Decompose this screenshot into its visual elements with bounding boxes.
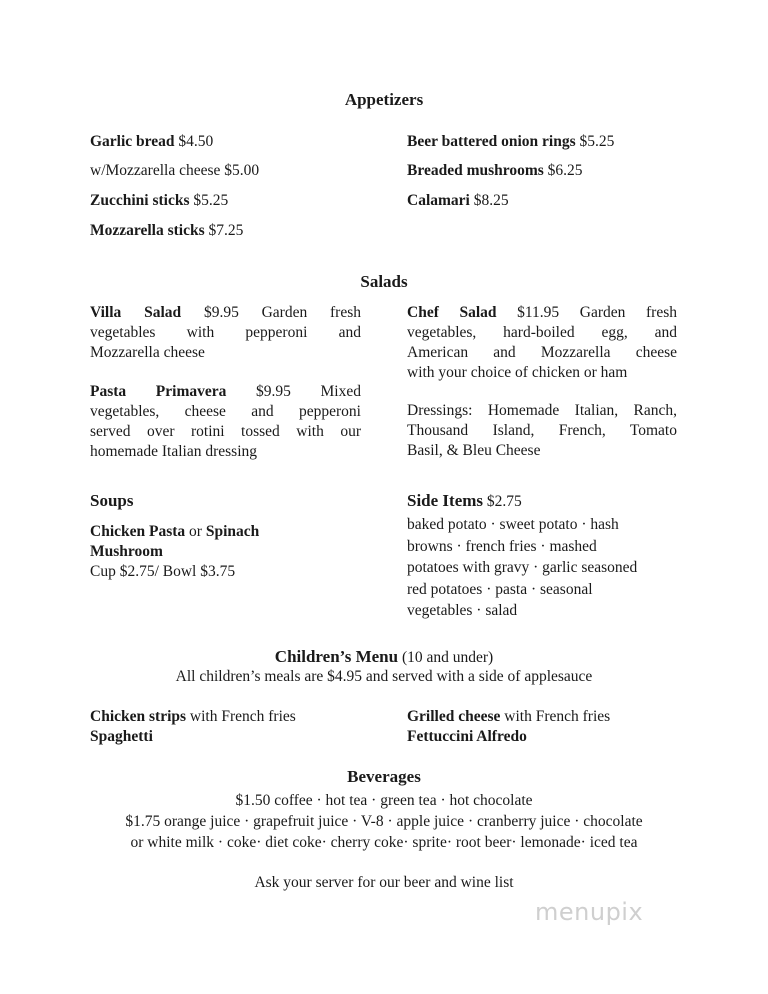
menu-item-pasta-primavera [90, 382, 361, 462]
item-name: Chicken Pasta [90, 523, 186, 540]
menu-item-fettuccini-alfredo: Fettuccini Alfredo [407, 728, 527, 745]
menu-item-mozzarella-option [90, 161, 259, 181]
item-price: $5.25 [579, 133, 615, 150]
item-price: $7.25 [208, 222, 244, 239]
item-name: Mozzarella sticks [90, 222, 205, 239]
side-items-heading: Side Items [407, 491, 484, 510]
item-name: Zucchini sticks [90, 192, 190, 209]
item-name: Garlic bread [90, 133, 175, 150]
pasta-primavera-line [90, 382, 361, 402]
item-name: Beer battered onion rings [407, 133, 576, 150]
childrens-age-note: (10 and under) [401, 649, 494, 666]
appetizers-heading: Appetizers [344, 90, 424, 109]
item-desc-line: vegetables with pepperoni and [90, 324, 361, 341]
item-name: Pasta Primavera [90, 383, 227, 400]
item-name: Villa Salad [90, 304, 182, 321]
menu-item-chicken-strips [90, 707, 296, 727]
item-name: Calamari [407, 192, 470, 209]
side-items-list [407, 514, 677, 622]
menu-item-calamari [407, 191, 509, 211]
beverages-heading: Beverages [347, 767, 421, 786]
soup-names-line [90, 522, 361, 542]
item-price-desc: $9.95 Garden fresh [203, 304, 361, 321]
item-desc-line: vegetables, hard-boiled egg, and [407, 324, 677, 341]
side-items-line: red potatoes · pasta · seasonal [407, 580, 593, 598]
soups-heading: Soups [90, 491, 134, 510]
dressings-line: Basil, & Bleu Cheese [407, 442, 541, 459]
item-price-desc: $11.95 Garden fresh [517, 304, 677, 321]
beverages-line: or white milk · coke· diet coke· cherry coke· sprite· root beer· lemonade· iced tea [130, 834, 638, 851]
item-desc: with French fries [504, 708, 611, 725]
childrens-menu-subtitle: All children’s meals are $4.95 and served with a side of applesauce [175, 668, 593, 685]
menu-item-grilled-cheese [407, 707, 610, 727]
soup-joiner: or [189, 523, 202, 540]
item-price: Cup $2.75/ Bowl $3.75 [90, 563, 236, 580]
side-items-line: baked potato · sweet potato · hash [407, 516, 619, 533]
childrens-menu-heading: Children’s Menu [274, 647, 399, 666]
item-name: Grilled cheese [407, 708, 501, 725]
item-price: $8.25 [473, 192, 509, 209]
side-items-line: browns · french fries · mashed [407, 537, 597, 555]
side-items-line: vegetables · salad [407, 602, 518, 619]
salads-heading: Salads [360, 272, 408, 291]
menu-item-garlic-bread [90, 132, 213, 152]
menu-item-chef-salad [407, 303, 677, 383]
item-price: w/Mozzarella cheese $5.00 [90, 162, 260, 179]
menu-item-villa-salad [90, 303, 361, 363]
item-name: Chef Salad [407, 304, 497, 321]
beverages-line: $1.75 orange juice · grapefruit juice · V-8 · apple juice · cranberry juice · chocolate [125, 813, 643, 830]
item-desc-line: American and Mozzarella cheese [407, 344, 677, 361]
menu-item-zucchini-sticks [90, 191, 228, 211]
item-price-desc: $9.95 Mixed [256, 383, 361, 400]
chef-salad-line [407, 303, 677, 323]
menu-item-mozzarella-sticks [90, 221, 243, 241]
side-items-line: potatoes with gravy · garlic seasoned [407, 559, 638, 576]
footer-note: Ask your server for our beer and wine list [254, 874, 514, 891]
item-price: $6.25 [547, 162, 583, 179]
item-desc-line: with your choice of chicken or ham [407, 364, 628, 381]
side-items-header [407, 491, 522, 512]
menu-item-soups [90, 522, 361, 582]
villa-salad-line [90, 303, 361, 323]
item-price: $4.50 [178, 133, 214, 150]
menu-item-spaghetti: Spaghetti [90, 728, 153, 745]
item-price: $5.25 [193, 192, 229, 209]
dressings-line: Thousand Island, French, Tomato [407, 422, 677, 439]
item-name: Chicken strips [90, 708, 187, 725]
item-desc-line: homemade Italian dressing [90, 443, 258, 460]
item-desc-line: served over rotini tossed with our [90, 423, 361, 440]
side-items-price: $2.75 [486, 493, 522, 510]
dressings-line: Dressings: Homemade Italian, Ranch, [407, 402, 677, 419]
menu-item-breaded-mushrooms [407, 161, 583, 181]
item-desc-line: vegetables, cheese and pepperoni [90, 403, 361, 420]
watermark-logo: menupix [535, 898, 644, 926]
item-name: Mushroom [90, 543, 163, 560]
salad-dressings [407, 401, 677, 461]
menu-item-onion-rings [407, 132, 614, 152]
item-name: Breaded mushrooms [407, 162, 544, 179]
item-desc: with French fries [189, 708, 296, 725]
item-name: Spinach [205, 523, 260, 540]
beverages-line: $1.50 coffee · hot tea · green tea · hot chocolate [235, 792, 533, 809]
childrens-menu-header [0, 647, 768, 668]
item-desc-line: Mozzarella cheese [90, 344, 205, 361]
